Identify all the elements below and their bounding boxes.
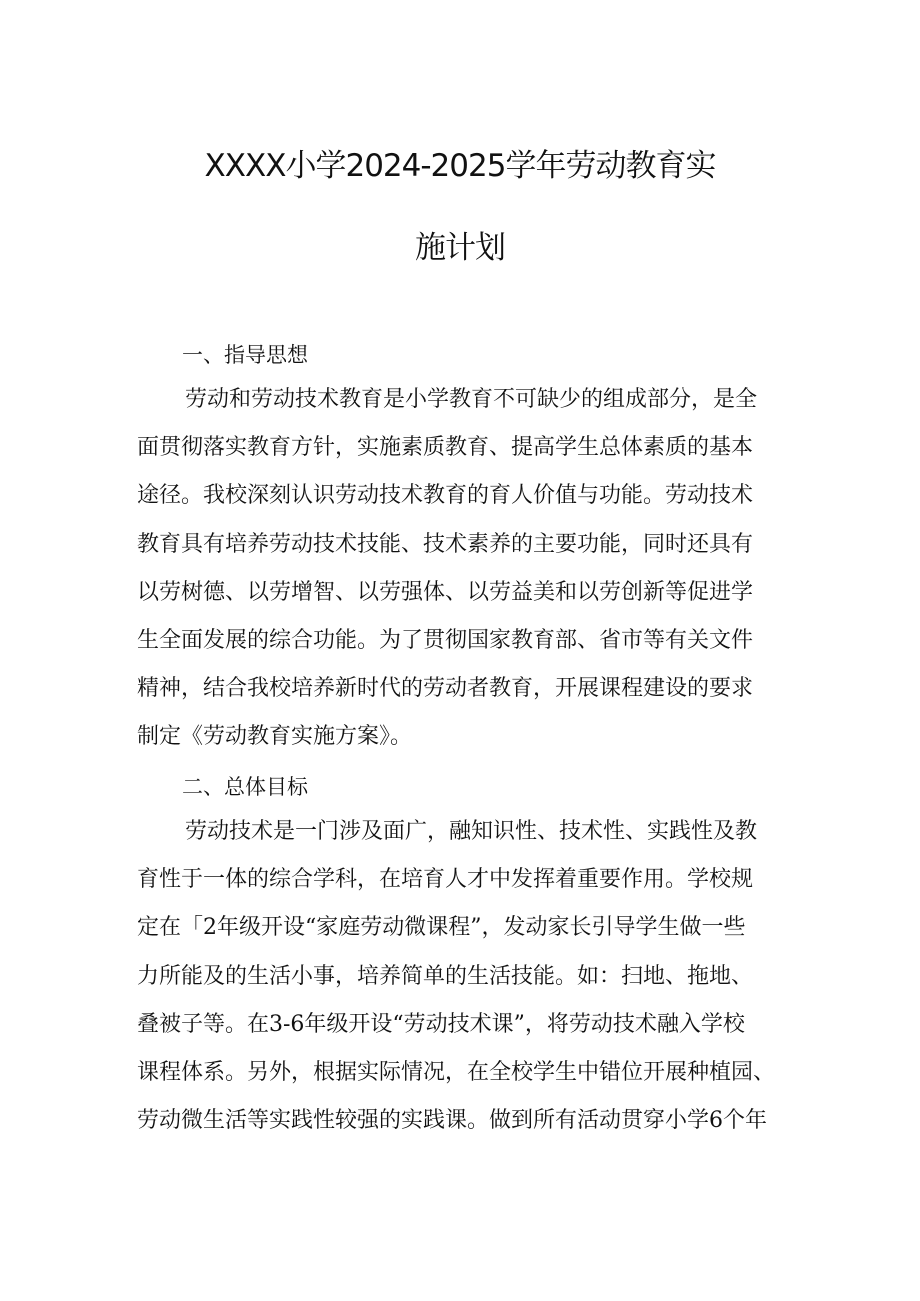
section-paragraph-overall-goals (137, 808, 797, 1145)
paragraph-line: 精神，结合我校培养新时代的劳动者教育，开展课程建设的要求 (137, 676, 754, 702)
paragraph-line: 劳动和劳动技术教育是小学教育不可缺少的组成部分，是全 (185, 387, 758, 412)
paragraph-line: 面贯彻落实教育方针，实施素质教育、提高学生总体素质的基本 (137, 435, 754, 461)
section-heading-guiding-ideology: 一、指导思想 (182, 343, 308, 367)
paragraph-line: 教育具有培养劳动技术技能、技术素养的主要功能，同时还具有 (137, 531, 754, 557)
paragraph-line: 生全面发展的综合功能。为了贯彻国家教育部、省市等有关文件 (137, 627, 754, 653)
paragraph-line: 定在「2年级开设“家庭劳动微课程”，发动家长引导学生做一些 (137, 915, 746, 941)
paragraph-line: 劳动微生活等实践性较强的实践课。做到所有活动贯穿小学6个年 (137, 1108, 767, 1134)
paragraph-line: 课程体系。另外，根据实际情况，在全校学生中错位开展种植园、 (137, 1059, 776, 1085)
document-title-line-2: 施计划 (415, 230, 505, 266)
section-paragraph-guiding-ideology (137, 376, 797, 762)
paragraph-line: 劳动技术是一门涉及面广，融知识性、技术性、实践性及教 (185, 819, 758, 844)
paragraph-line: 途径。我校深刻认识劳动技术教育的育人价值与功能。劳动技术 (137, 483, 754, 509)
paragraph-line: 育性于一体的综合学科，在培育人才中发挥着重要作用。学校规 (137, 867, 754, 893)
paragraph-line: 叠被子等。在3-6年级开设“劳动技术课”，将劳动技术融入学校 (137, 1011, 745, 1037)
paragraph-line: 制定《劳动教育实施方案》。 (137, 724, 413, 750)
paragraph-line: 以劳树德、以劳增智、以劳强体、以劳益美和以劳创新等促进学 (137, 579, 754, 605)
document-title-line-1: XXXX小学2024-2025学年劳动教育实 (204, 148, 716, 184)
paragraph-line: 力所能及的生活小事，培养简单的生活技能。如：扫地、拖地、 (137, 963, 754, 989)
section-heading-overall-goals: 二、总体目标 (182, 775, 308, 799)
